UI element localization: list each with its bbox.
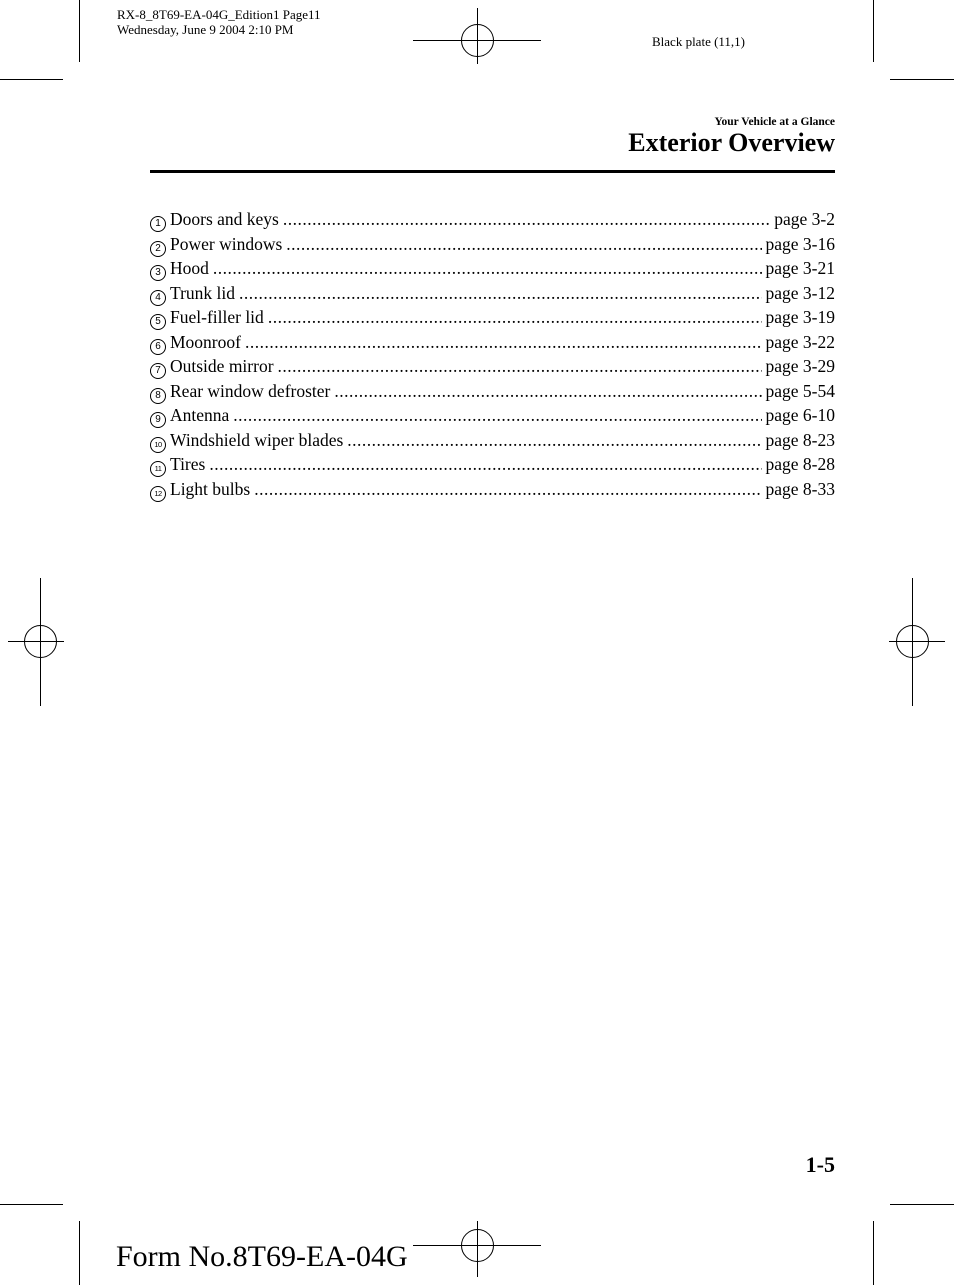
item-number-badge: 8 [150, 388, 166, 404]
toc-item-page: page 3-21 [765, 258, 835, 278]
crop-mark-br-h [890, 1204, 954, 1205]
toc-item[interactable] [150, 258, 835, 283]
crop-mark-bl-h [0, 1204, 63, 1205]
toc-item-label: Antenna [170, 405, 230, 425]
dot-leader [283, 209, 770, 230]
item-number-badge: 1 [150, 216, 166, 232]
print-file-line: RX-8_8T69-EA-04G_Edition1 Page11 [117, 7, 321, 22]
toc-item[interactable] [150, 209, 835, 234]
toc-list [150, 209, 835, 503]
dot-leader [268, 307, 762, 328]
dot-leader [278, 356, 762, 377]
toc-item-label: Tires [170, 454, 206, 474]
toc-item-label: Hood [170, 258, 209, 278]
page-title: Exterior Overview [628, 128, 835, 157]
item-number-badge: 5 [150, 314, 166, 330]
toc-item-page: page 3-2 [774, 209, 835, 229]
registration-mark-right-circle [896, 625, 929, 658]
toc-item[interactable] [150, 307, 835, 332]
crop-mark-tl-v [79, 0, 80, 62]
item-number-badge: 6 [150, 339, 166, 355]
toc-item-page: page 3-16 [765, 233, 835, 254]
toc-item-page: page 6-10 [765, 405, 835, 425]
toc-item-label: Doors and keys [170, 209, 279, 229]
toc-item[interactable] [150, 381, 835, 406]
toc-item-label: Fuel-filler lid [170, 307, 264, 327]
crop-mark-tr-h [890, 79, 954, 80]
toc-item-label: Trunk lid [170, 282, 236, 303]
toc-item-page: page 3-22 [765, 331, 835, 352]
dot-leader [209, 454, 761, 475]
registration-mark-top-circle [461, 24, 494, 57]
toc-item-page: page 8-28 [765, 454, 835, 474]
form-number: Form No.8T69-EA-04G [116, 1240, 408, 1273]
crop-mark-tl-h [0, 79, 63, 80]
toc-item-label: Windshield wiper blades [170, 429, 344, 450]
crop-mark-br-v [873, 1221, 874, 1285]
dot-leader [233, 405, 761, 426]
registration-mark-left-circle [24, 625, 57, 658]
dot-leader [286, 234, 761, 255]
dot-leader [245, 332, 762, 353]
item-number-badge: 9 [150, 412, 166, 428]
item-number-badge: 11 [150, 461, 166, 477]
toc-item[interactable] [150, 430, 835, 455]
item-number-badge: 12 [150, 486, 166, 502]
toc-item[interactable] [150, 479, 835, 504]
dot-leader [334, 381, 761, 402]
title-rule [150, 170, 835, 173]
crop-mark-tr-v [873, 0, 874, 62]
toc-item-label: Rear window defroster [170, 380, 331, 401]
print-date-line: Wednesday, June 9 2004 2:10 PM [117, 22, 294, 37]
toc-item-page: page 8-23 [765, 429, 835, 450]
toc-item[interactable] [150, 234, 835, 259]
toc-item[interactable] [150, 283, 835, 308]
dot-leader [347, 430, 761, 451]
dot-leader [213, 258, 762, 279]
item-number-badge: 7 [150, 363, 166, 379]
dot-leader [254, 479, 761, 500]
toc-item-label: Moonroof [170, 331, 241, 352]
item-number-badge: 4 [150, 290, 166, 306]
item-number-badge: 10 [150, 437, 166, 453]
toc-item-page: page 8-33 [765, 478, 835, 499]
toc-item[interactable] [150, 405, 835, 430]
dot-leader [239, 283, 761, 304]
toc-item-label: Outside mirror [170, 356, 274, 376]
toc-item-page: page 3-29 [765, 356, 835, 376]
toc-item[interactable] [150, 454, 835, 479]
plate-label: Black plate (11,1) [652, 34, 746, 49]
toc-item-page: page 3-12 [765, 282, 835, 303]
print-info [117, 7, 321, 37]
toc-item[interactable] [150, 332, 835, 357]
item-number-badge: 3 [150, 265, 166, 281]
toc-item[interactable] [150, 356, 835, 381]
toc-item-label: Power windows [170, 233, 283, 254]
page-number: 1-5 [805, 1152, 835, 1177]
toc-item-page: page 3-19 [765, 307, 835, 327]
crop-mark-bl-v [79, 1221, 80, 1285]
section-title: Your Vehicle at a Glance [714, 116, 835, 128]
registration-mark-bottom-circle [461, 1229, 494, 1262]
toc-item-page: page 5-54 [765, 380, 835, 401]
item-number-badge: 2 [150, 241, 166, 257]
toc-item-label: Light bulbs [170, 478, 251, 499]
